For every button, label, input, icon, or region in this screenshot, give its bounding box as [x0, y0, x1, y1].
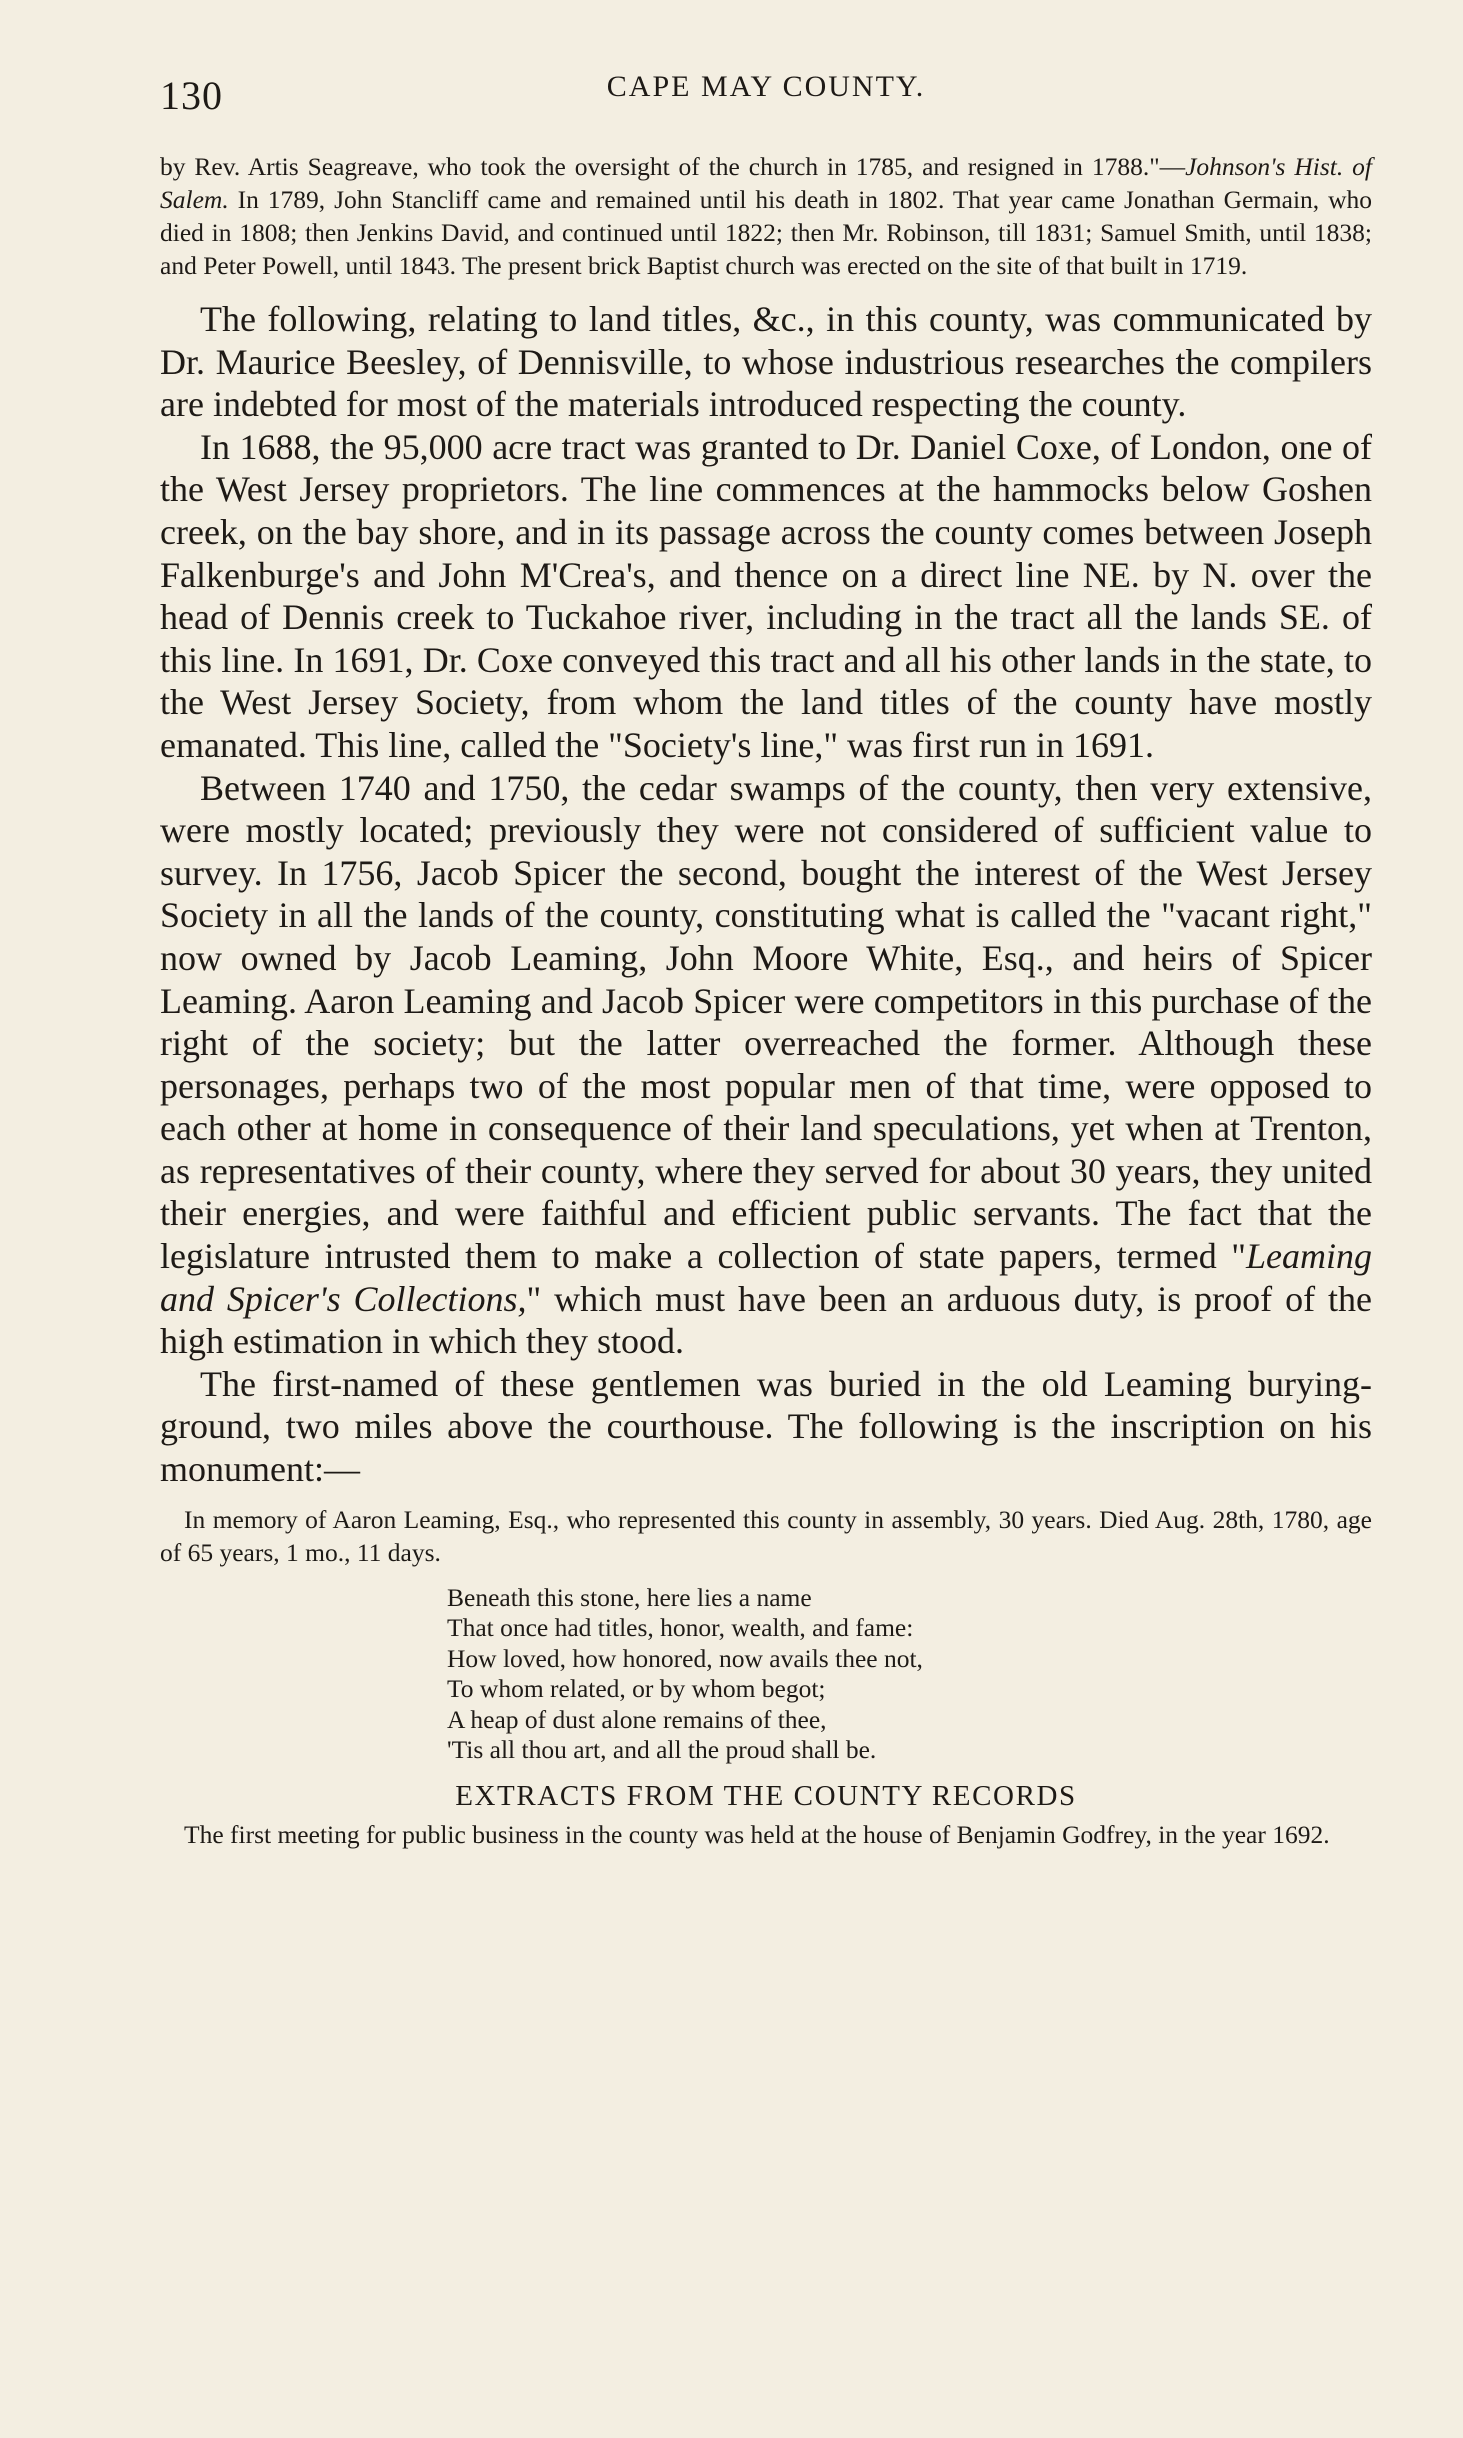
footnote-citation: Johnson's Hist. of Salem. [160, 152, 1373, 214]
section-heading: EXTRACTS FROM THE COUNTY RECORDS [455, 1779, 1077, 1812]
verse-line: To whom related, or by whom begot; [447, 1674, 826, 1704]
paragraph-cedar-swamps-text-b: " which must have been an arduous duty, is proof of the high estimation in which they stood. [160, 1278, 1372, 1362]
verse-line: 'Tis all thou art, and all the proud shall be. [447, 1735, 877, 1765]
running-title: CAPE MAY COUNTY. [606, 70, 926, 103]
verse-line: How loved, how honored, now avails thee not, [447, 1643, 923, 1673]
paragraph-land-titles: The following, relating to land titles, &c., in this county, was communicated by Dr. Maurice Beesley, of Dennisville, to whose industrious researches the compilers are indebted for most of the materials introduced respecting the county. [160, 299, 1372, 425]
page-number: 130 [160, 73, 223, 118]
paragraph-coxe-tract: In 1688, the 95,000 acre tract was granted to Dr. Daniel Coxe, of London, one of the West Jersey proprietors. The line commences at the hammocks below Goshen creek, on the bay shore, and in its passage across the county comes between Joseph Falkenburge's and John M'Crea's, and thence on a direct line NE. by N. over the head of Dennis creek to Tuckahoe river, including in the tract all the lands SE. of this line. In 1691, Dr. Coxe conveyed this tract and all his other lands in the state, to the West Jersey Society, from whom the land titles of the county have mostly emanated. This line, called the "Society's line," was first run in 1691. [160, 426, 1372, 765]
paragraph-burial: The first-named of these gentlemen was buried in the old Leaming burying-ground, two miles above the courthouse. The following is the inscription on his monument:— [160, 1363, 1372, 1490]
book-page [160, 60, 1372, 1850]
verse-line: That once had titles, honor, wealth, and fame: [447, 1613, 914, 1643]
running-head [160, 60, 1372, 120]
paragraph-cedar-swamps [160, 767, 1372, 1363]
footnote-text-b: In 1789, John Stancliff came and remained until his death in 1802. That year came Jonathan Germain, who died in 1808; then Jenkins David, and continued until 1822; then Mr. Robinson, till 1831; Samuel Smith, until 1838; and Peter Powell, until 1843. The present brick Baptist church was erected on the site of that built in 1719. [160, 185, 1372, 280]
collections-title: Leaming and Spicer's Collections, [160, 1236, 1372, 1319]
footnote-text-a: by Rev. Artis Seagreave, who took the oversight of the church in 1785, and resigned in 1788."— [160, 152, 1186, 181]
epitaph-verse [447, 1583, 1372, 1766]
verse-line: A heap of dust alone remains of thee, [447, 1704, 827, 1734]
section-text: The first meeting for public business in the county was held at the house of Benjamin Godfrey, in the year 1692. [184, 1819, 1330, 1849]
footnote-continuation [160, 150, 1372, 282]
verse-line: Beneath this stone, here lies a name [447, 1582, 812, 1612]
paragraph-cedar-swamps-text-a: Between 1740 and 1750, the cedar swamps of the county, then very extensive, were mostly located; previously they were not considered of sufficient value to survey. In 1756, Jacob Spicer the second, bought the interest of the West Jersey Society in all the lands of the county, constituting what is called the "vacant right," now owned by Jacob Leaming, John Moore White, Esq., and heirs of Spicer Leaming. Aaron Leaming and Jacob Spicer were competitors in this purchase of the right of the society; but the latter overreached the former. Although these personages, perhaps two of the most popular men of that time, were opposed to each other at home in consequence of their land speculations, yet when at Trenton, as representatives of their county, where they served for about 30 years, they united their energies, and were faithful and efficient public servants. The fact that the legislature intrusted them to make a collection of state papers, termed " [160, 767, 1372, 1277]
epitaph-inscription: In memory of Aaron Leaming, Esq., who represented this county in assembly, 30 years. Died Aug. 28th, 1780, age of 65 years, 1 mo., 11 days. [160, 1504, 1372, 1567]
body-text [160, 298, 1372, 1491]
